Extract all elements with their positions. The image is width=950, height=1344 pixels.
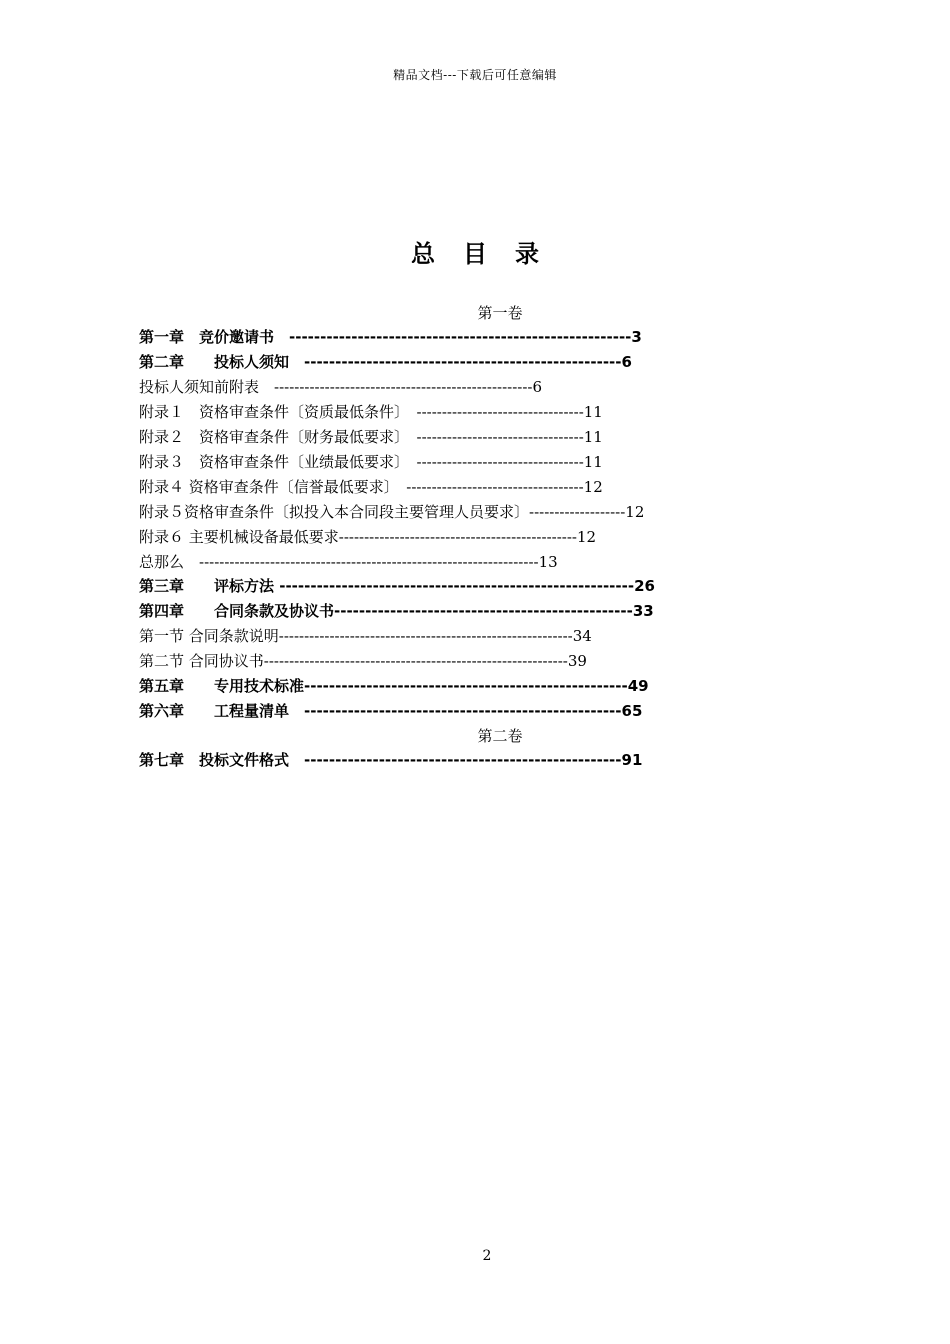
toc-entry-chapter-7[interactable]: 第七章 投标文件格式 ---------------------------------------------------91	[139, 751, 643, 769]
toc-entry-appendix-3[interactable]: 附录３ 资格审查条件〔业绩最低要求〕 ---------------------------------11	[139, 453, 603, 471]
toc-entry-appendix-6[interactable]: 附录６ 主要机械设备最低要求-----------------------------------------------12	[139, 528, 597, 546]
toc-entry-section-1[interactable]: 第一节 合同条款说明----------------------------------------------------------34	[139, 627, 592, 645]
toc-entry-chapter-4[interactable]: 第四章 合同条款及协议书------------------------------------------------33	[139, 602, 654, 620]
toc-entry-chapter-1[interactable]: 第一章 竞价邀请书 -------------------------------------------------------3	[139, 328, 642, 346]
toc-entry-appendix-2[interactable]: 附录２ 资格审查条件〔财务最低要求〕 ---------------------------------11	[139, 428, 603, 446]
toc-entry-section-2[interactable]: 第二节 合同协议书------------------------------------------------------------39	[139, 652, 587, 670]
toc-entry-chapter-5[interactable]: 第五章 专用技术标准----------------------------------------------------49	[139, 677, 649, 695]
volume-heading-2: 第二卷	[477, 727, 523, 745]
page-title: 总目录	[411, 240, 567, 268]
toc-entry-general[interactable]: 总那么 -------------------------------------------------------------------13	[139, 553, 558, 571]
toc-entry-appendix-table[interactable]: 投标人须知前附表 ---------------------------------------------------6	[139, 378, 543, 396]
toc-entry-appendix-4[interactable]: 附录４ 资格审查条件〔信誉最低要求〕 -----------------------------------12	[139, 478, 603, 496]
page-number: 2	[482, 1248, 492, 1264]
page-header: 精品文档---下载后可任意编辑	[393, 68, 557, 82]
toc-entry-appendix-1[interactable]: 附录１ 资格审查条件〔资质最低条件〕 ---------------------------------11	[139, 403, 603, 421]
volume-heading-1: 第一卷	[477, 304, 523, 322]
toc-entry-appendix-5[interactable]: 附录５资格审查条件〔拟投入本合同段主要管理人员要求〕-------------------12	[139, 503, 645, 521]
toc-entry-chapter-6[interactable]: 第六章 工程量清单 ---------------------------------------------------65	[139, 702, 643, 720]
toc-entry-chapter-2[interactable]: 第二章 投标人须知 ---------------------------------------------------6	[139, 353, 632, 371]
toc-entry-chapter-3[interactable]: 第三章 评标方法 ---------------------------------------------------------26	[139, 577, 655, 595]
